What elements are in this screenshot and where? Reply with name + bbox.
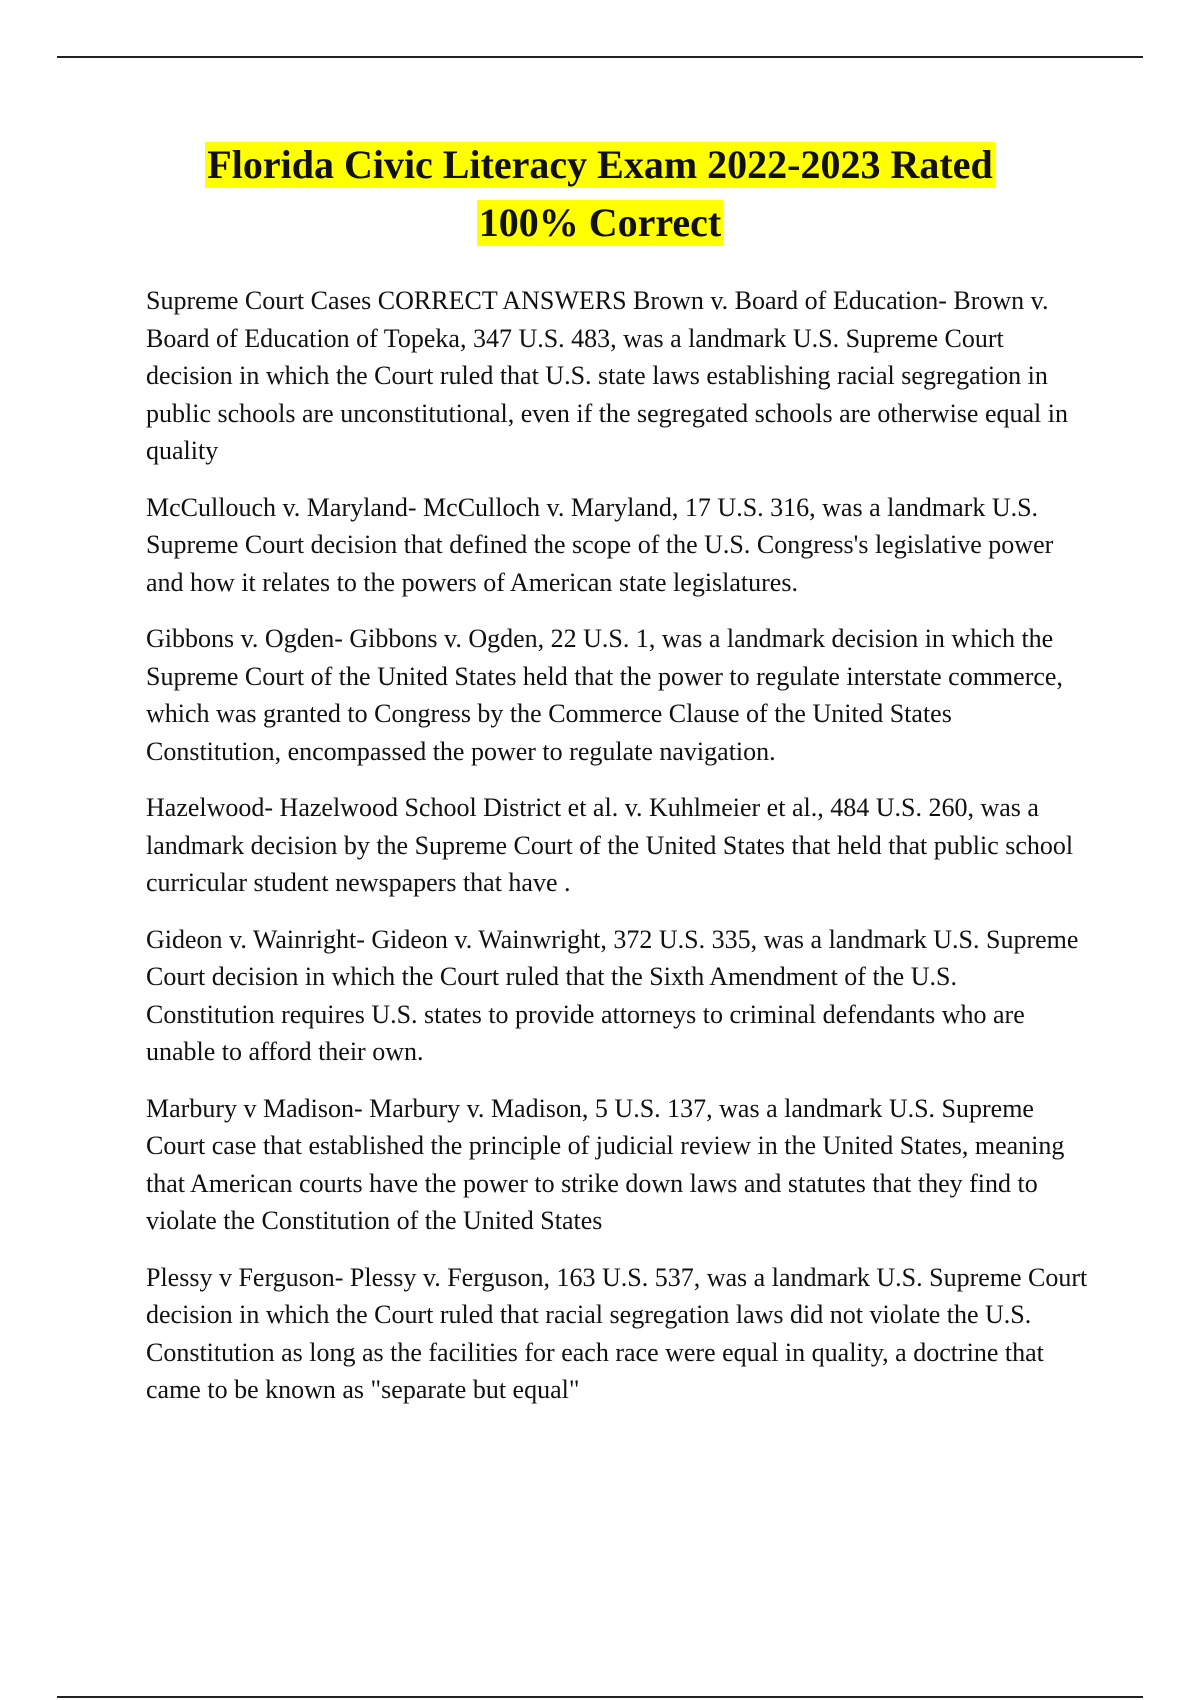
entry-hazelwood: Hazelwood- Hazelwood School District et al. v. Kuhlmeier et al., 484 U.S. 260, was a landmark decision by the Supreme Court of the United States that held that public school curricular student newspapers that have . — [146, 793, 1074, 897]
entry-gideon-v-wainwright: Gideon v. Wainright- Gideon v. Wainwright, 372 U.S. 335, was a landmark U.S. Supreme Court decision in which the Court ruled that the Sixth Amendment of the U.S. Constitution requires U.S. states to provide attorneys to criminal defendants who are unable to afford their own. — [146, 924, 1079, 1066]
title-line-2: 100% Correct — [478, 200, 722, 245]
entry-mcculloch-v-maryland: McCullouch v. Maryland- McCulloch v. Maryland, 17 U.S. 316, was a landmark U.S. Supreme Court decision that defined the scope of the U.S. Congress's legislative power and how it relates to the powers of American state legislatures. — [146, 492, 1054, 597]
entry-gibbons-v-ogden: Gibbons v. Ogden- Gibbons v. Ogden, 22 U.S. 1, was a landmark decision in which the Supreme Court of the United States held that the power to regulate interstate commerce, which was granted to Congress by the Commerce Clause of the United States Constitution, encompassed the power to regulate navigation. — [146, 624, 1063, 766]
entry-marbury-v-madison: Marbury v Madison- Marbury v. Madison, 5 U.S. 137, was a landmark U.S. Supreme Court case that established the principle of judicial review in the United States, meaning that American courts have the power to strike down laws and statutes that they find to violate the Constitution of the United States — [146, 1093, 1065, 1235]
header-rule — [57, 56, 1143, 58]
document-title — [100, 142, 1100, 258]
document-body — [146, 282, 1091, 1428]
entry-brown-v-board: Supreme Court Cases CORRECT ANSWERS Brown v. Board of Education- Brown v. Board of Education of Topeka, 347 U.S. 483, was a landmark U.S. Supreme Court decision in which the Court ruled that U.S. state laws establishing racial segregation in public schools are unconstitutional, even if the segregated schools are otherwise equal in quality — [146, 286, 1068, 465]
entry-plessy-v-ferguson: Plessy v Ferguson- Plessy v. Ferguson, 163 U.S. 537, was a landmark U.S. Supreme Court decision in which the Court ruled that racial segregation laws did not violate the U.S. Constitution as long as the facilities for each race were equal in quality, a doctrine that came to be known as "separate but equal" — [146, 1262, 1088, 1404]
footer-rule — [57, 1696, 1143, 1698]
title-line-1: Florida Civic Literacy Exam 2022-2023 Rated — [207, 142, 993, 187]
